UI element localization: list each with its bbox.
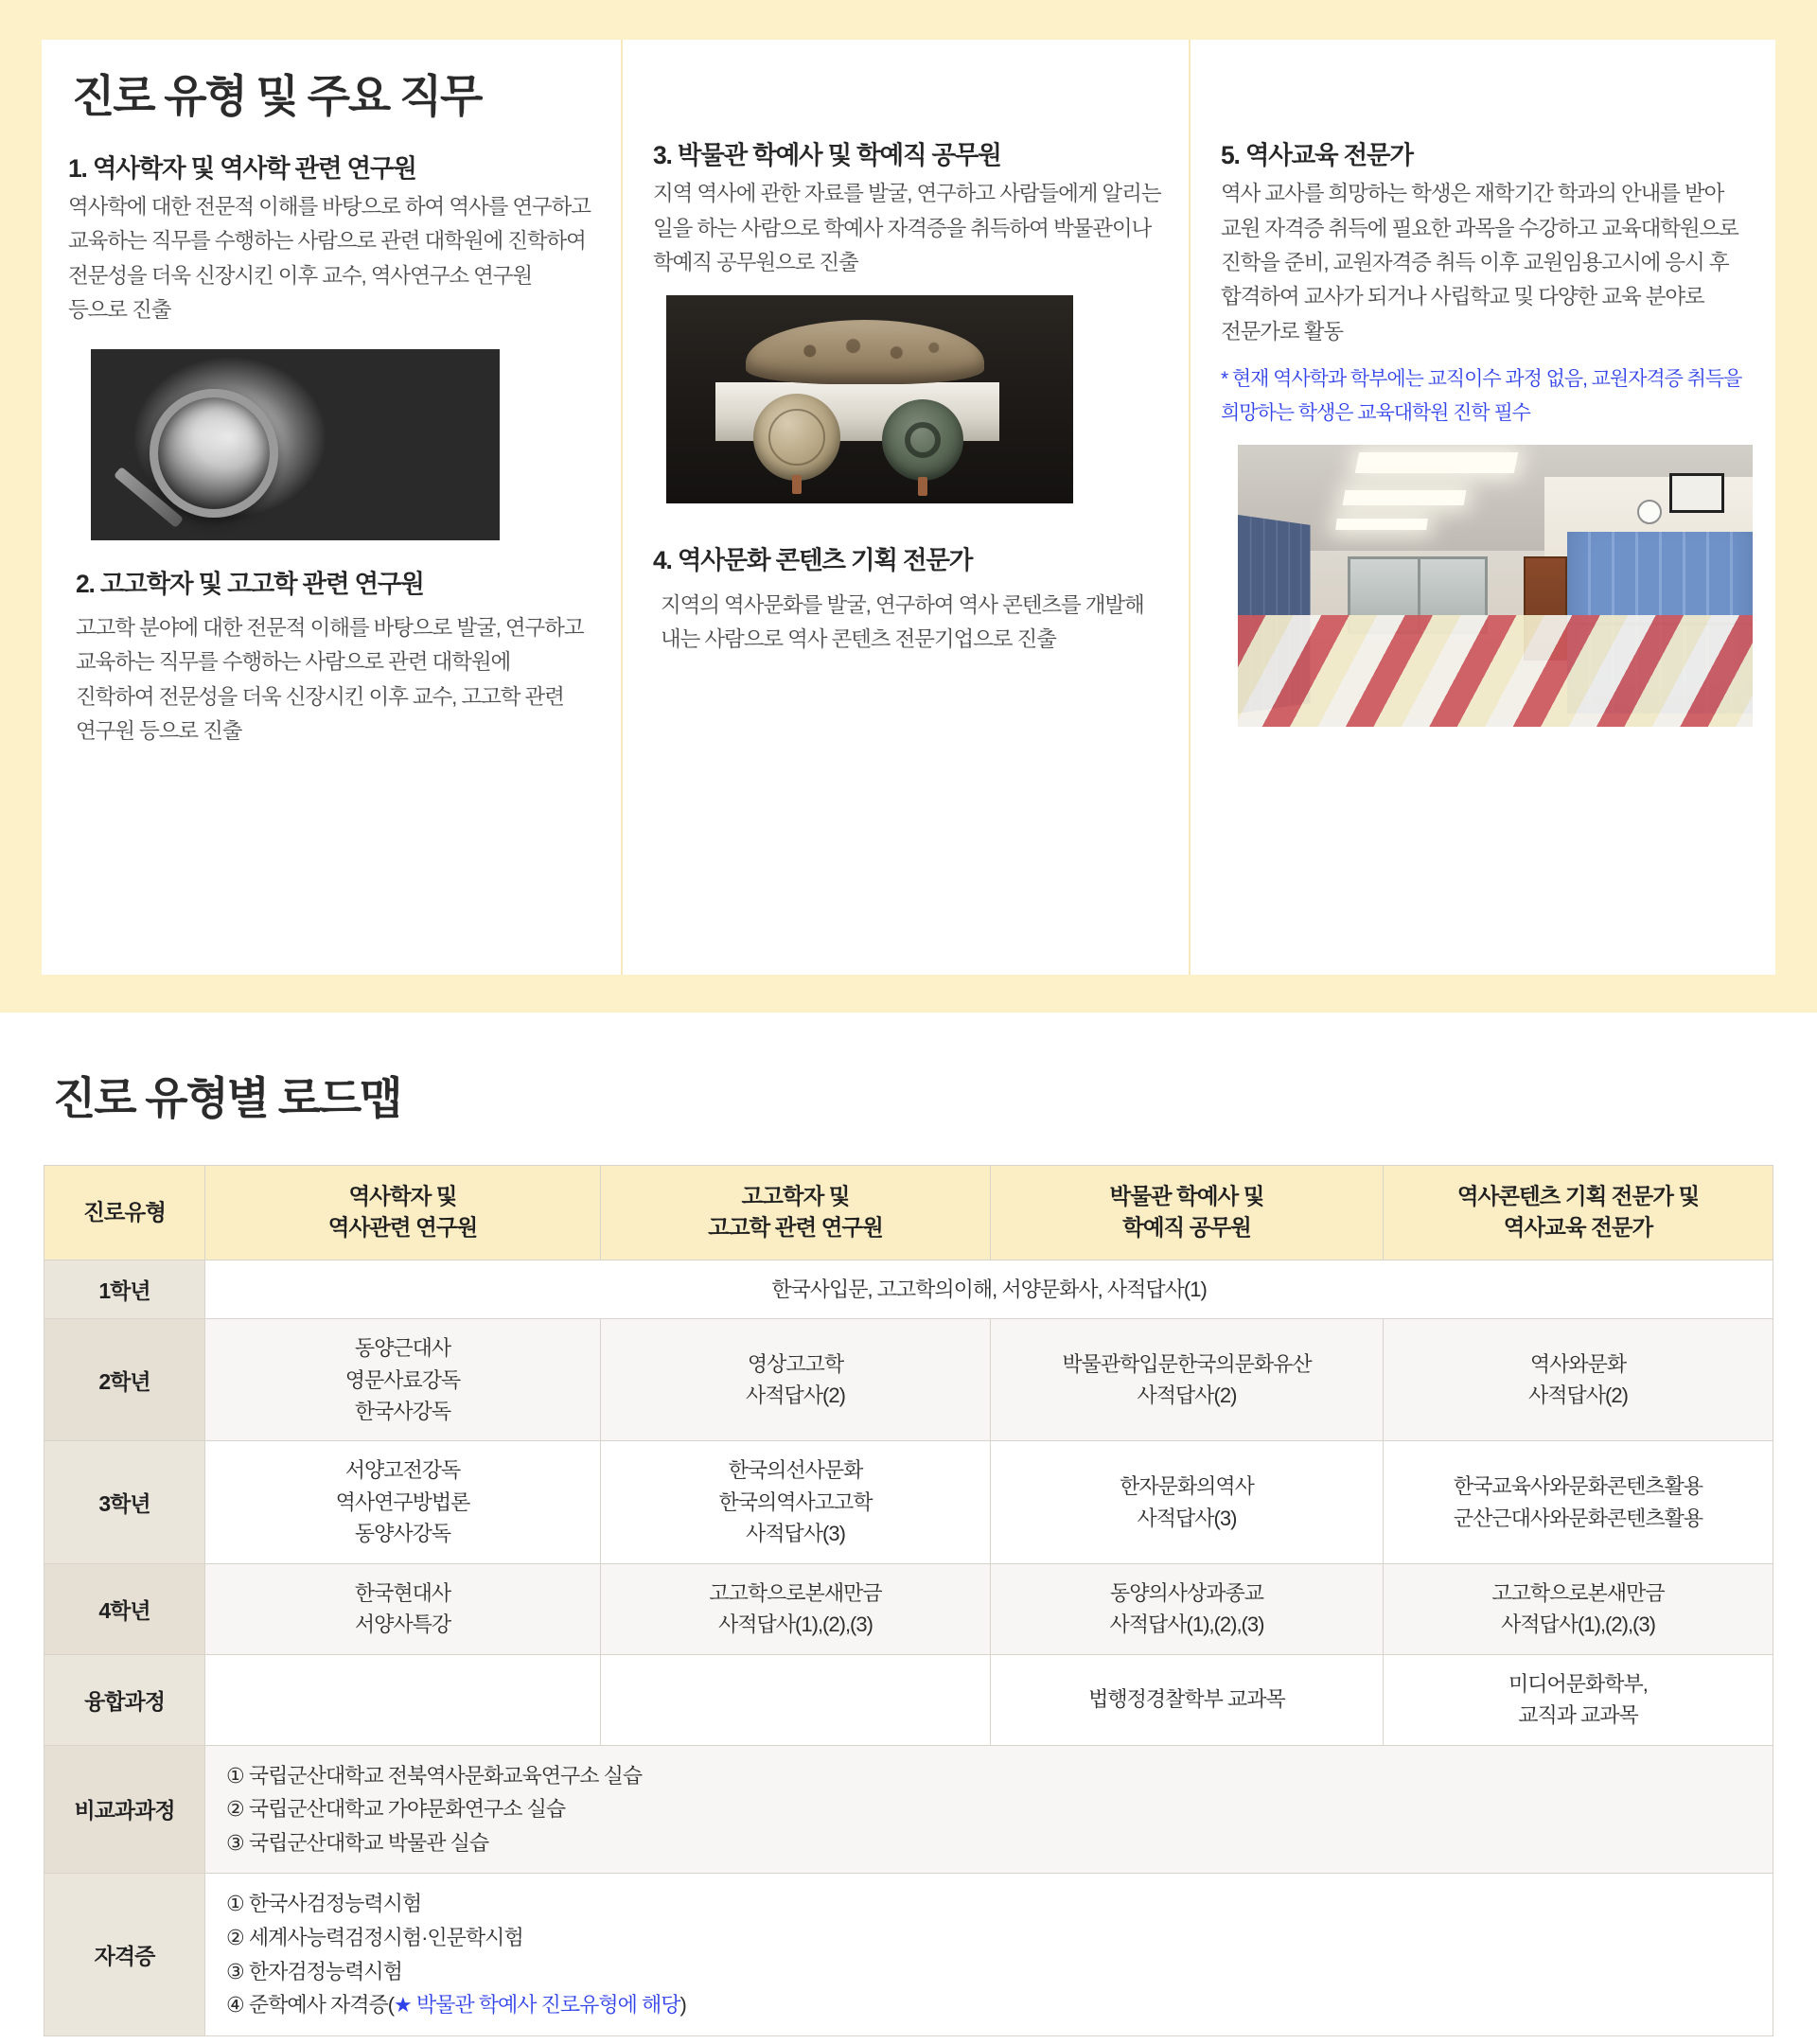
roadmap-row: [44, 1745, 1773, 1874]
museum-roof-tile: [746, 320, 984, 384]
career-column-3: [1189, 40, 1775, 975]
roadmap-table-body: [44, 1260, 1773, 2035]
hallway-picture-frame: [1669, 473, 1724, 513]
museum-disc-clay: [753, 394, 840, 481]
roadmap-row-label: 자격증: [44, 1874, 205, 2036]
career-types-section: [0, 0, 1817, 1013]
roadmap-cell-list: [205, 1874, 1773, 2036]
hallway-light-1: [1355, 452, 1519, 473]
roadmap-row: [44, 1441, 1773, 1563]
museum-stand-right: [918, 477, 927, 496]
roadmap-row: [44, 1654, 1773, 1745]
roadmap-col-header-1: [205, 1166, 601, 1260]
career-item-2: [68, 569, 591, 749]
career-item-2-body: 고고학 분야에 대한 전문적 이해를 바탕으로 발굴, 연구하고 교육하는 직무를 수행하는 사람으로 관련 대학원에 진학하여 전문성을 더욱 신장시킨 이후 교수, 고고학 관련 연구원 등으로 진출: [76, 615, 584, 743]
roadmap-list-item: ① 한국사검정능력시험: [226, 1892, 422, 1916]
teaching-license-note: * 현재 역사학과 학부에는 교직이수 과정 없음, 교원자격증 취득을 희망하는 학생은 교육대학원 진학 필수: [1221, 368, 1742, 424]
museum-stand-left: [792, 475, 802, 494]
roadmap-col-header-0-line1: 진로유형: [83, 1199, 166, 1225]
roadmap-row: [44, 1874, 1773, 2036]
career-item-2-title: 2. 고고학자 및 고고학 관련 연구원: [76, 569, 424, 598]
roadmap-cell: 법행정경찰학부 교과목: [991, 1654, 1384, 1745]
roadmap-col-header-1-line1: 역사학자 및: [348, 1184, 457, 1208]
roadmap-col-header-3-line2: 학예직 공무원: [1122, 1215, 1251, 1241]
roadmap-cell: 미디어문화학부, 교직과 교과목: [1384, 1654, 1773, 1745]
roadmap-row-label: 3학년: [44, 1441, 205, 1563]
hallway-light-3: [1335, 519, 1428, 530]
hallway-checkered-floor: [1238, 615, 1753, 727]
career-item-3-body: 지역 역사에 관한 자료를 발굴, 연구하고 사람들에게 알리는 일을 하는 사람으로 학예사 자격증을 취득하여 박물관이나 학예직 공무원으로 진출: [653, 182, 1161, 274]
roadmap-cell: 고고학으로본새만금 사적답사(1),(2),(3): [601, 1563, 991, 1654]
career-item-4-title: 4. 역사문화 콘텐츠 기획 전문가: [653, 546, 973, 575]
career-item-5: [1221, 140, 1747, 727]
roadmap-cell: 한국의선사문화 한국의역사고고학 사적답사(3): [601, 1441, 991, 1563]
school-hallway-photo: [1238, 445, 1753, 727]
roadmap-list-item: ② 국립군산대학교 가야문화연구소 실습: [226, 1797, 566, 1822]
roadmap-table: [44, 1165, 1773, 2036]
roadmap-cell: 한국교육사와문화콘텐츠활용 군산근대사와문화콘텐츠활용: [1384, 1441, 1773, 1563]
roadmap-col-header-3-line1: 박물관 학예사 및: [1109, 1184, 1264, 1208]
roadmap-col-header-4-line2: 역사교육 전문가: [1503, 1215, 1653, 1241]
curator-star-note: ★ 박물관 학예사 진로유형에 해당: [394, 1993, 680, 2018]
roadmap-list-item: ④ 준학예사 자격증(★ 박물관 학예사 진로유형에 해당): [226, 1993, 686, 2018]
roadmap-list-item: ③ 국립군산대학교 박물관 실습: [226, 1830, 489, 1855]
roadmap-cell: 박물관학입문한국의문화유산 사적답사(2): [991, 1319, 1384, 1441]
roadmap-list-item: ② 세계사능력검정시험·인문학시험: [226, 1926, 523, 1950]
roadmap-cell-list: [205, 1745, 1773, 1874]
roadmap-cell: 역사와문화 사적답사(2): [1384, 1319, 1773, 1441]
roadmap-cell: 한자문화의역사 사적답사(3): [991, 1441, 1384, 1563]
roadmap-row-label: 비교과과정: [44, 1745, 205, 1874]
roadmap-list-item: ① 국립군산대학교 전북역사문화교육연구소 실습: [226, 1763, 643, 1788]
roadmap-col-header-3: [991, 1166, 1384, 1260]
career-item-3-title: 3. 박물관 학예사 및 학예직 공무원: [653, 141, 1001, 169]
roadmap-cell: 영상고고학 사적답사(2): [601, 1319, 991, 1441]
page-title: 진로 유형 및 주요 직무: [72, 71, 482, 121]
roadmap-cell: 동양근대사 영문사료강독 한국사강독: [205, 1319, 601, 1441]
roadmap-cell: 한국현대사 서양사특강: [205, 1563, 601, 1654]
career-column-2: [621, 40, 1189, 975]
career-types-card: [42, 40, 1775, 975]
career-item-5-body: 역사 교사를 희망하는 학생은 재학기간 학과의 안내를 받아 교원 자격증 취득에 필요한 과목을 수강하고 교육대학원으로 진학을 준비, 교원자격증 취득 이후 교원임용고시에 응시 후 합격하여 교사가 되거나 사립학교 및 다양한 교육 분야로 전문가로 활동: [1221, 182, 1738, 344]
roadmap-row-label: 4학년: [44, 1563, 205, 1654]
roadmap-cell: [601, 1654, 991, 1745]
historian-photo: [91, 349, 500, 540]
roadmap-col-header-2-line1: 고고학자 및: [741, 1184, 850, 1208]
roadmap-col-header-0: [44, 1166, 205, 1260]
roadmap-row-label: 1학년: [44, 1260, 205, 1318]
career-item-1: [68, 153, 591, 540]
museum-disc-bronze: [882, 399, 963, 481]
roadmap-cell: [205, 1654, 601, 1745]
career-item-1-body: 역사학에 대한 전문적 이해를 바탕으로 하여 역사를 연구하고 교육하는 직무를 수행하는 사람으로 관련 대학원에 진학하여 전문성을 더욱 신장시킨 이후 교수, 역사연구소 연구원 등으로 진출: [68, 194, 591, 323]
roadmap-list-item: ③ 한자검정능력시험: [226, 1959, 402, 1983]
roadmap-table-head: [44, 1166, 1773, 1260]
roadmap-col-header-2-line2: 고고학 관련 연구원: [708, 1215, 883, 1241]
roadmap-section: [0, 1013, 1817, 2036]
career-item-1-title: 1. 역사학자 및 역사학 관련 연구원: [68, 153, 416, 183]
roadmap-row-label: 융합과정: [44, 1654, 205, 1745]
roadmap-title: 진로 유형별 로드맵: [53, 1073, 401, 1123]
roadmap-cell: 서양고전강독 역사연구방법론 동양사강독: [205, 1441, 601, 1563]
roadmap-col-header-2: [601, 1166, 991, 1260]
museum-artifacts-photo: [666, 295, 1073, 503]
career-column-1: [42, 40, 621, 975]
roadmap-header-row: [44, 1166, 1773, 1260]
roadmap-col-header-4: [1384, 1166, 1773, 1260]
hallway-light-2: [1343, 490, 1467, 505]
roadmap-row-label: 2학년: [44, 1319, 205, 1441]
roadmap-cell: 고고학으로본새만금 사적답사(1),(2),(3): [1384, 1563, 1773, 1654]
career-item-3: [653, 140, 1162, 503]
career-item-5-title: 5. 역사교육 전문가: [1221, 141, 1413, 169]
roadmap-col-header-1-line2: 역사관련 연구원: [327, 1215, 478, 1241]
roadmap-col-header-4-line1: 역사콘텐츠 기획 전문가 및: [1456, 1184, 1700, 1208]
roadmap-row: [44, 1319, 1773, 1441]
career-item-4-body: 지역의 역사문화를 발굴, 연구하여 역사 콘텐츠를 개발해 내는 사람으로 역사 콘텐츠 전문기업으로 진출: [661, 592, 1144, 651]
roadmap-row: [44, 1563, 1773, 1654]
roadmap-cell: 동양의사상과종교 사적답사(1),(2),(3): [991, 1563, 1384, 1654]
hallway-clock-icon: [1637, 500, 1662, 524]
roadmap-row: [44, 1260, 1773, 1318]
roadmap-cell-spanning: 한국사입문, 고고학의이해, 서양문화사, 사적답사(1): [205, 1260, 1773, 1318]
career-item-4: [653, 545, 1162, 657]
